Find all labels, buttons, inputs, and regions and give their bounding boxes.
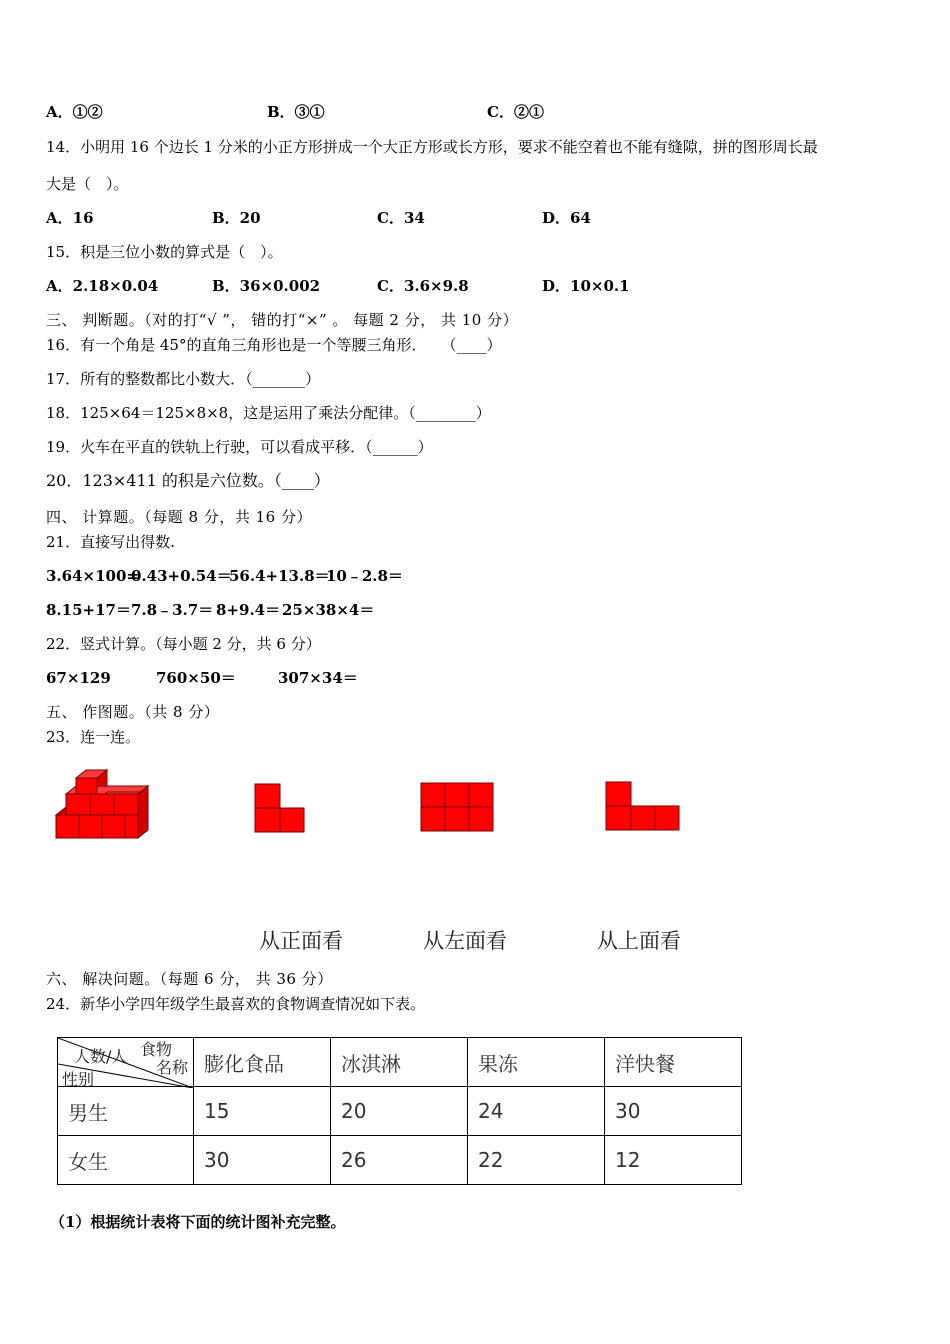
front-view-shape	[254, 783, 306, 835]
table-cell: 30	[194, 1136, 331, 1185]
q19-text: 19．火车在平直的铁轨上行驶，可以看成平移．（______）	[46, 438, 433, 456]
table-cell: 24	[468, 1087, 605, 1136]
q23-text: 23．连一连。	[46, 728, 141, 746]
table-cell: 15	[194, 1087, 331, 1136]
q14-option-b: B．20	[212, 209, 261, 227]
q22-expr: 760×50＝	[156, 669, 236, 687]
q15-option-d: D．10×0.1	[542, 277, 630, 295]
q14-text-line2: 大是（ ）。	[46, 175, 129, 193]
q22-expr: 307×34＝	[278, 669, 358, 687]
table-corner-cell	[58, 1038, 194, 1087]
q17-text: 17．所有的整数都比小数大．（_______）	[46, 370, 321, 388]
q22-expr: 67×129	[46, 669, 111, 687]
table-cell: 30	[605, 1087, 742, 1136]
q15-text: 15．积是三位小数的算式是（ ）。	[46, 243, 283, 261]
q24-sub1-text: （1）根据统计表将下面的统计图补充完整。	[50, 1213, 346, 1231]
table-header-cell: 膨化食品	[194, 1038, 331, 1087]
q21-expr: 7.8﹣3.7＝	[131, 601, 214, 619]
left-view-label: 从左面看	[423, 929, 507, 953]
q14-option-d: D．64	[542, 209, 591, 227]
table-header-cell: 果冻	[468, 1038, 605, 1087]
q21-expr: 3.64×100=	[46, 567, 139, 585]
section5-heading: 五、 作图题。（共 8 分）	[46, 703, 220, 721]
q21-expr: 10﹣2.8＝	[326, 567, 403, 585]
table-row	[58, 1087, 742, 1136]
q15-option-a: A．2.18×0.04	[46, 277, 159, 295]
food-survey-table	[57, 1037, 742, 1185]
section6-heading: 六、 解决问题。（每题 6 分， 共 36 分）	[46, 970, 333, 988]
table-cell: 20	[331, 1087, 468, 1136]
q21-expr: 0.43+0.54＝	[131, 567, 232, 585]
table-row	[58, 1136, 742, 1185]
q18-text: 18．125×64＝125×8×8，这是运用了乘法分配律。（________）	[46, 404, 491, 422]
top-view-label: 从上面看	[597, 929, 681, 953]
q14-text-line1: 14．小明用 16 个边长 1 分米的小正方形拼成一个大正方形或长方形，要求不能空着也不能有缝隙，拼的图形周长最	[46, 138, 818, 156]
q21-text: 21．直接写出得数.	[46, 533, 175, 551]
q15-option-c: C．3.6×9.8	[377, 277, 469, 295]
table-header-cell: 洋快餐	[605, 1038, 742, 1087]
q14-option-a: A．16	[46, 209, 94, 227]
corner-label-count: 人数/人	[74, 1047, 128, 1066]
corner-label-name: 名称	[156, 1058, 189, 1077]
q21-expr: 8+9.4＝	[216, 601, 281, 619]
row-label-cell: 男生	[58, 1087, 194, 1136]
table-cell: 26	[331, 1136, 468, 1185]
top-view-shape	[605, 781, 681, 833]
q16-text: 16．有一个角是 45°的直角三角形也是一个等腰三角形． （____）	[46, 336, 502, 354]
q24-text: 24．新华小学四年级学生最喜欢的食物调查情况如下表。	[46, 995, 426, 1013]
cube-stack-figure	[52, 768, 152, 842]
corner-label-food: 食物	[140, 1040, 173, 1059]
table-header-cell: 冰淇淋	[331, 1038, 468, 1087]
table-cell: 12	[605, 1136, 742, 1185]
table-cell: 22	[468, 1136, 605, 1185]
q20-text: 20．123×411 的积是六位数。（____）	[46, 471, 330, 490]
q21-expr: 8.15+17＝	[46, 601, 131, 619]
section3-heading: 三、 判断题。（对的打“√ ”， 错的打“×” 。 每题 2 分， 共 10 分）	[46, 311, 519, 329]
q13-option-a: A．①②	[46, 103, 103, 121]
row-label-cell: 女生	[58, 1136, 194, 1185]
q22-text: 22．竖式计算。（每小题 2 分，共 6 分）	[46, 635, 321, 653]
front-view-label: 从正面看	[259, 929, 343, 953]
section4-heading: 四、 计算题。（每题 8 分，共 16 分）	[46, 508, 312, 526]
q21-expr: 25×38×4＝	[282, 601, 375, 619]
q15-option-b: B．36×0.002	[212, 277, 321, 295]
table-header-row	[58, 1038, 742, 1087]
left-view-shape	[420, 782, 495, 834]
q21-expr: 56.4+13.8＝	[229, 567, 330, 585]
corner-label-gender: 性别	[62, 1070, 95, 1089]
q13-option-c: C．②①	[487, 103, 544, 121]
q13-option-b: B．③①	[267, 103, 325, 121]
q14-option-c: C．34	[377, 209, 425, 227]
